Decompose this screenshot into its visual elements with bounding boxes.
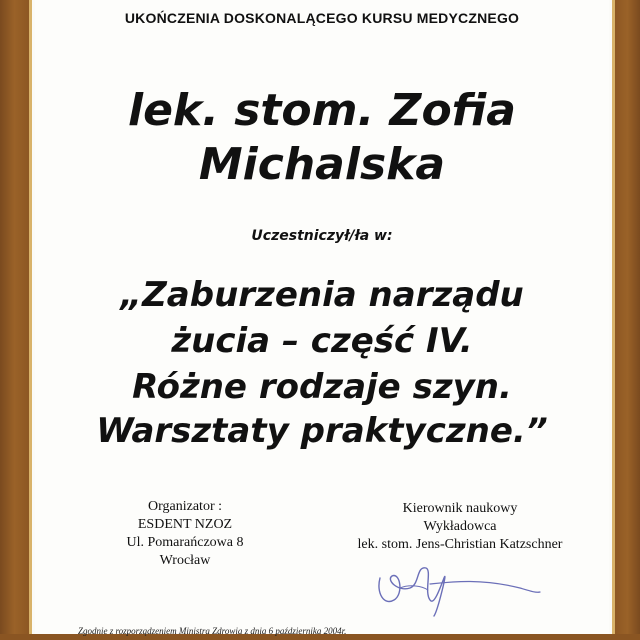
course-title-line4: Warsztaty praktyczne.” — [96, 411, 548, 451]
footer-legal-note: Zgodnie z rozporządzeniem Ministra Zdrowia z dnia 6 października 2004r. — [78, 626, 347, 636]
organizer-name: ESDENT NZOZ — [137, 517, 233, 532]
organizer-label: Organizator : — [148, 499, 222, 514]
organizer-block — [95, 498, 275, 570]
certificate-header: UKOŃCZENIA DOSKONALĄCEGO KURSU MEDYCZNEGO — [124, 10, 520, 26]
recipient-name-line1: lek. stom. Zofia — [127, 85, 516, 136]
course-title-line2: żucia – część IV. — [171, 321, 473, 361]
organizer-city: Wrocław — [159, 553, 211, 568]
recipient-name-line2: Michalska — [198, 139, 446, 190]
frame-right-border — [612, 0, 640, 640]
course-title-line1: „Zaburzenia narządu — [120, 275, 524, 315]
scientific-director-label: Kierownik naukowy — [402, 501, 518, 516]
organizer-street: Ul. Pomarańczowa 8 — [126, 535, 244, 550]
participated-label: Uczestniczył/ła w: — [251, 228, 393, 244]
scientific-director-block — [330, 500, 590, 554]
lecturer-label: Wykładowca — [423, 519, 497, 534]
course-title-line3: Różne rodzaje szyn. — [132, 367, 512, 407]
frame-left-border — [0, 0, 32, 640]
lecturer-name: lek. stom. Jens-Christian Katzschner — [357, 537, 563, 552]
signature-icon — [370, 548, 550, 618]
